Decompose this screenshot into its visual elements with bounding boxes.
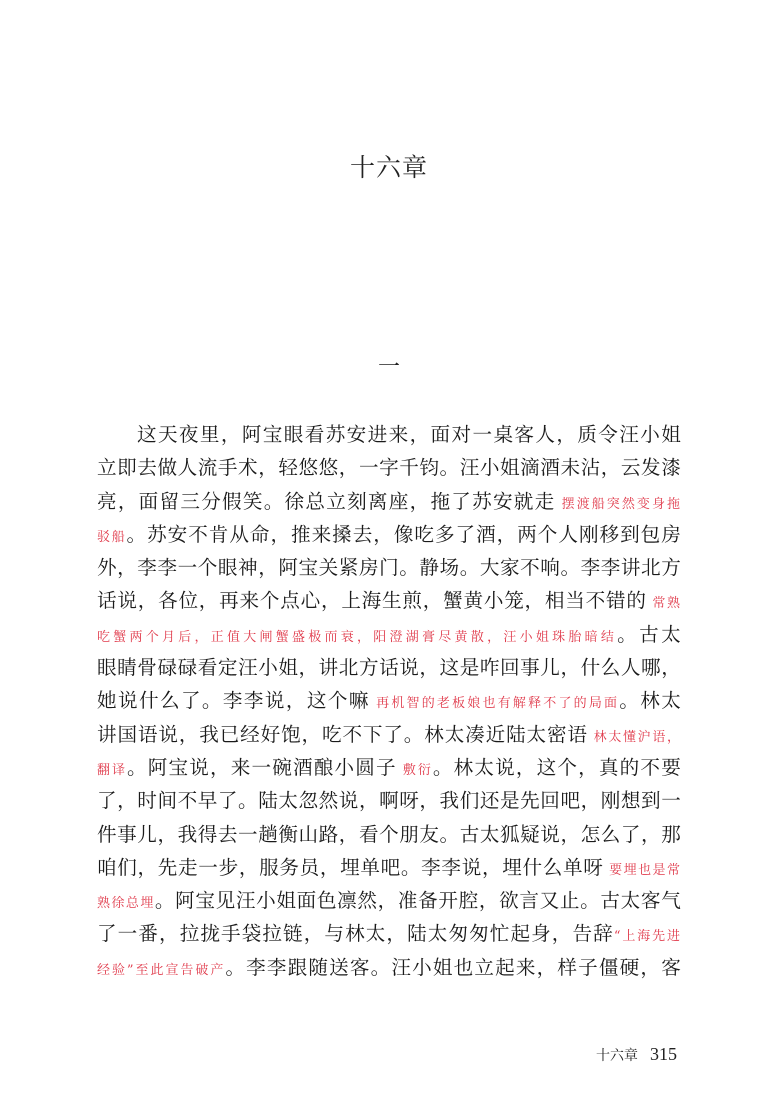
text-line — [97, 418, 681, 451]
body-segment: 。林太说，这个，真的不要 — [432, 755, 681, 779]
body-segment: 。李李跟随送客。汪小姐也立起来，样子僵硬，客 — [225, 955, 681, 979]
text-line — [97, 751, 681, 784]
body-segment: 讲国语说，我已经好饱，吃不下了。林太凑近陆太密语 — [97, 722, 588, 746]
body-text — [97, 418, 681, 984]
text-line — [97, 518, 681, 551]
annotation-note: 再机智的老板娘也有解释不了的局面 — [369, 696, 620, 712]
page-number: 315 — [650, 1044, 677, 1064]
annotation-note: 经验”至此宣告破产 — [97, 962, 226, 978]
annotation-note: 熟徐总埋 — [97, 896, 155, 912]
body-segment: 外，李李一个眼神，阿宝关紧房门。静场。大家不响。李李讲北方 — [97, 556, 681, 580]
running-head: 十六章 — [596, 1048, 638, 1064]
body-segment: 这天夜里，阿宝眼看苏安进来，面对一桌客人，质令汪小姐 — [137, 423, 681, 446]
body-segment: 。古太 — [617, 622, 681, 646]
annotation-note: “上海先进 — [613, 929, 681, 945]
text-line — [97, 884, 681, 917]
body-segment: 。阿宝见汪小姐面色凛然，准备开腔，欲言又止。古太客气 — [154, 889, 681, 913]
text-line — [97, 784, 681, 817]
annotation-note: 吃蟹两个月后，正值大闸蟹盛极而衰，阳澄湖膏尽黄散，汪小姐珠胎暗结 — [97, 629, 618, 645]
text-line — [97, 917, 681, 950]
annotation-note: 敷衍 — [396, 762, 433, 778]
annotation-note: 要埋也是常 — [603, 862, 681, 878]
body-segment: 。林太 — [619, 689, 681, 713]
text-line — [97, 718, 681, 751]
text-line — [97, 551, 681, 584]
body-segment: 。阿宝说，来一碗酒酿小圆子 — [126, 755, 397, 779]
body-segment: 件事儿，我得去一趟衡山路，看个朋友。古太狐疑说，怎么了，那 — [97, 822, 681, 846]
text-line — [97, 951, 681, 984]
body-segment: 了，时间不早了。陆太忽然说，啊呀，我们还是先回吧，刚想到一 — [97, 789, 681, 813]
annotation-note: 常熟 — [646, 596, 681, 612]
body-segment: 了一番，拉拢手袋拉链，与林太，陆太匆匆忙起身，告辞 — [97, 922, 614, 946]
body-segment: 话说，各位，再来个点心，上海生煎，蟹黄小笼，相当不错的 — [97, 589, 647, 613]
text-line — [97, 618, 681, 651]
text-line — [97, 451, 681, 484]
page-footer — [596, 1044, 677, 1065]
body-segment: 咱们，先走一步，服务员，埋单吧。李李说，埋什么单呀 — [97, 855, 604, 879]
text-line — [97, 584, 681, 617]
annotation-note: 林太懂沪语， — [587, 729, 681, 745]
body-segment: 立即去做人流手术，轻悠悠，一字千钧。汪小姐滴酒未沾，云发漆 — [97, 456, 681, 480]
text-line — [97, 818, 681, 851]
text-line — [97, 651, 681, 684]
annotation-note: 驳船 — [97, 529, 127, 545]
body-segment: 眼睛骨碌碌看定汪小姐，讲北方话说，这是咋回事儿，什么人哪， — [97, 656, 681, 680]
body-segment: 。苏安不肯从命，推来搡去，像吃多了酒，两个人刚移到包房 — [126, 522, 681, 546]
annotation-note: 翻译 — [97, 762, 127, 778]
text-line — [97, 684, 681, 717]
body-segment: 她说什么了。李李说，这个嘛 — [97, 689, 370, 713]
body-segment: 亮，面留三分假笑。徐总立刻离座，拖了苏安就走 — [97, 489, 556, 513]
chapter-title: 十六章 — [349, 153, 428, 182]
annotation-note: 摆渡船突然变身拖 — [555, 496, 681, 512]
text-line — [97, 851, 681, 884]
section-number: 一 — [377, 355, 400, 380]
text-line — [97, 485, 681, 518]
